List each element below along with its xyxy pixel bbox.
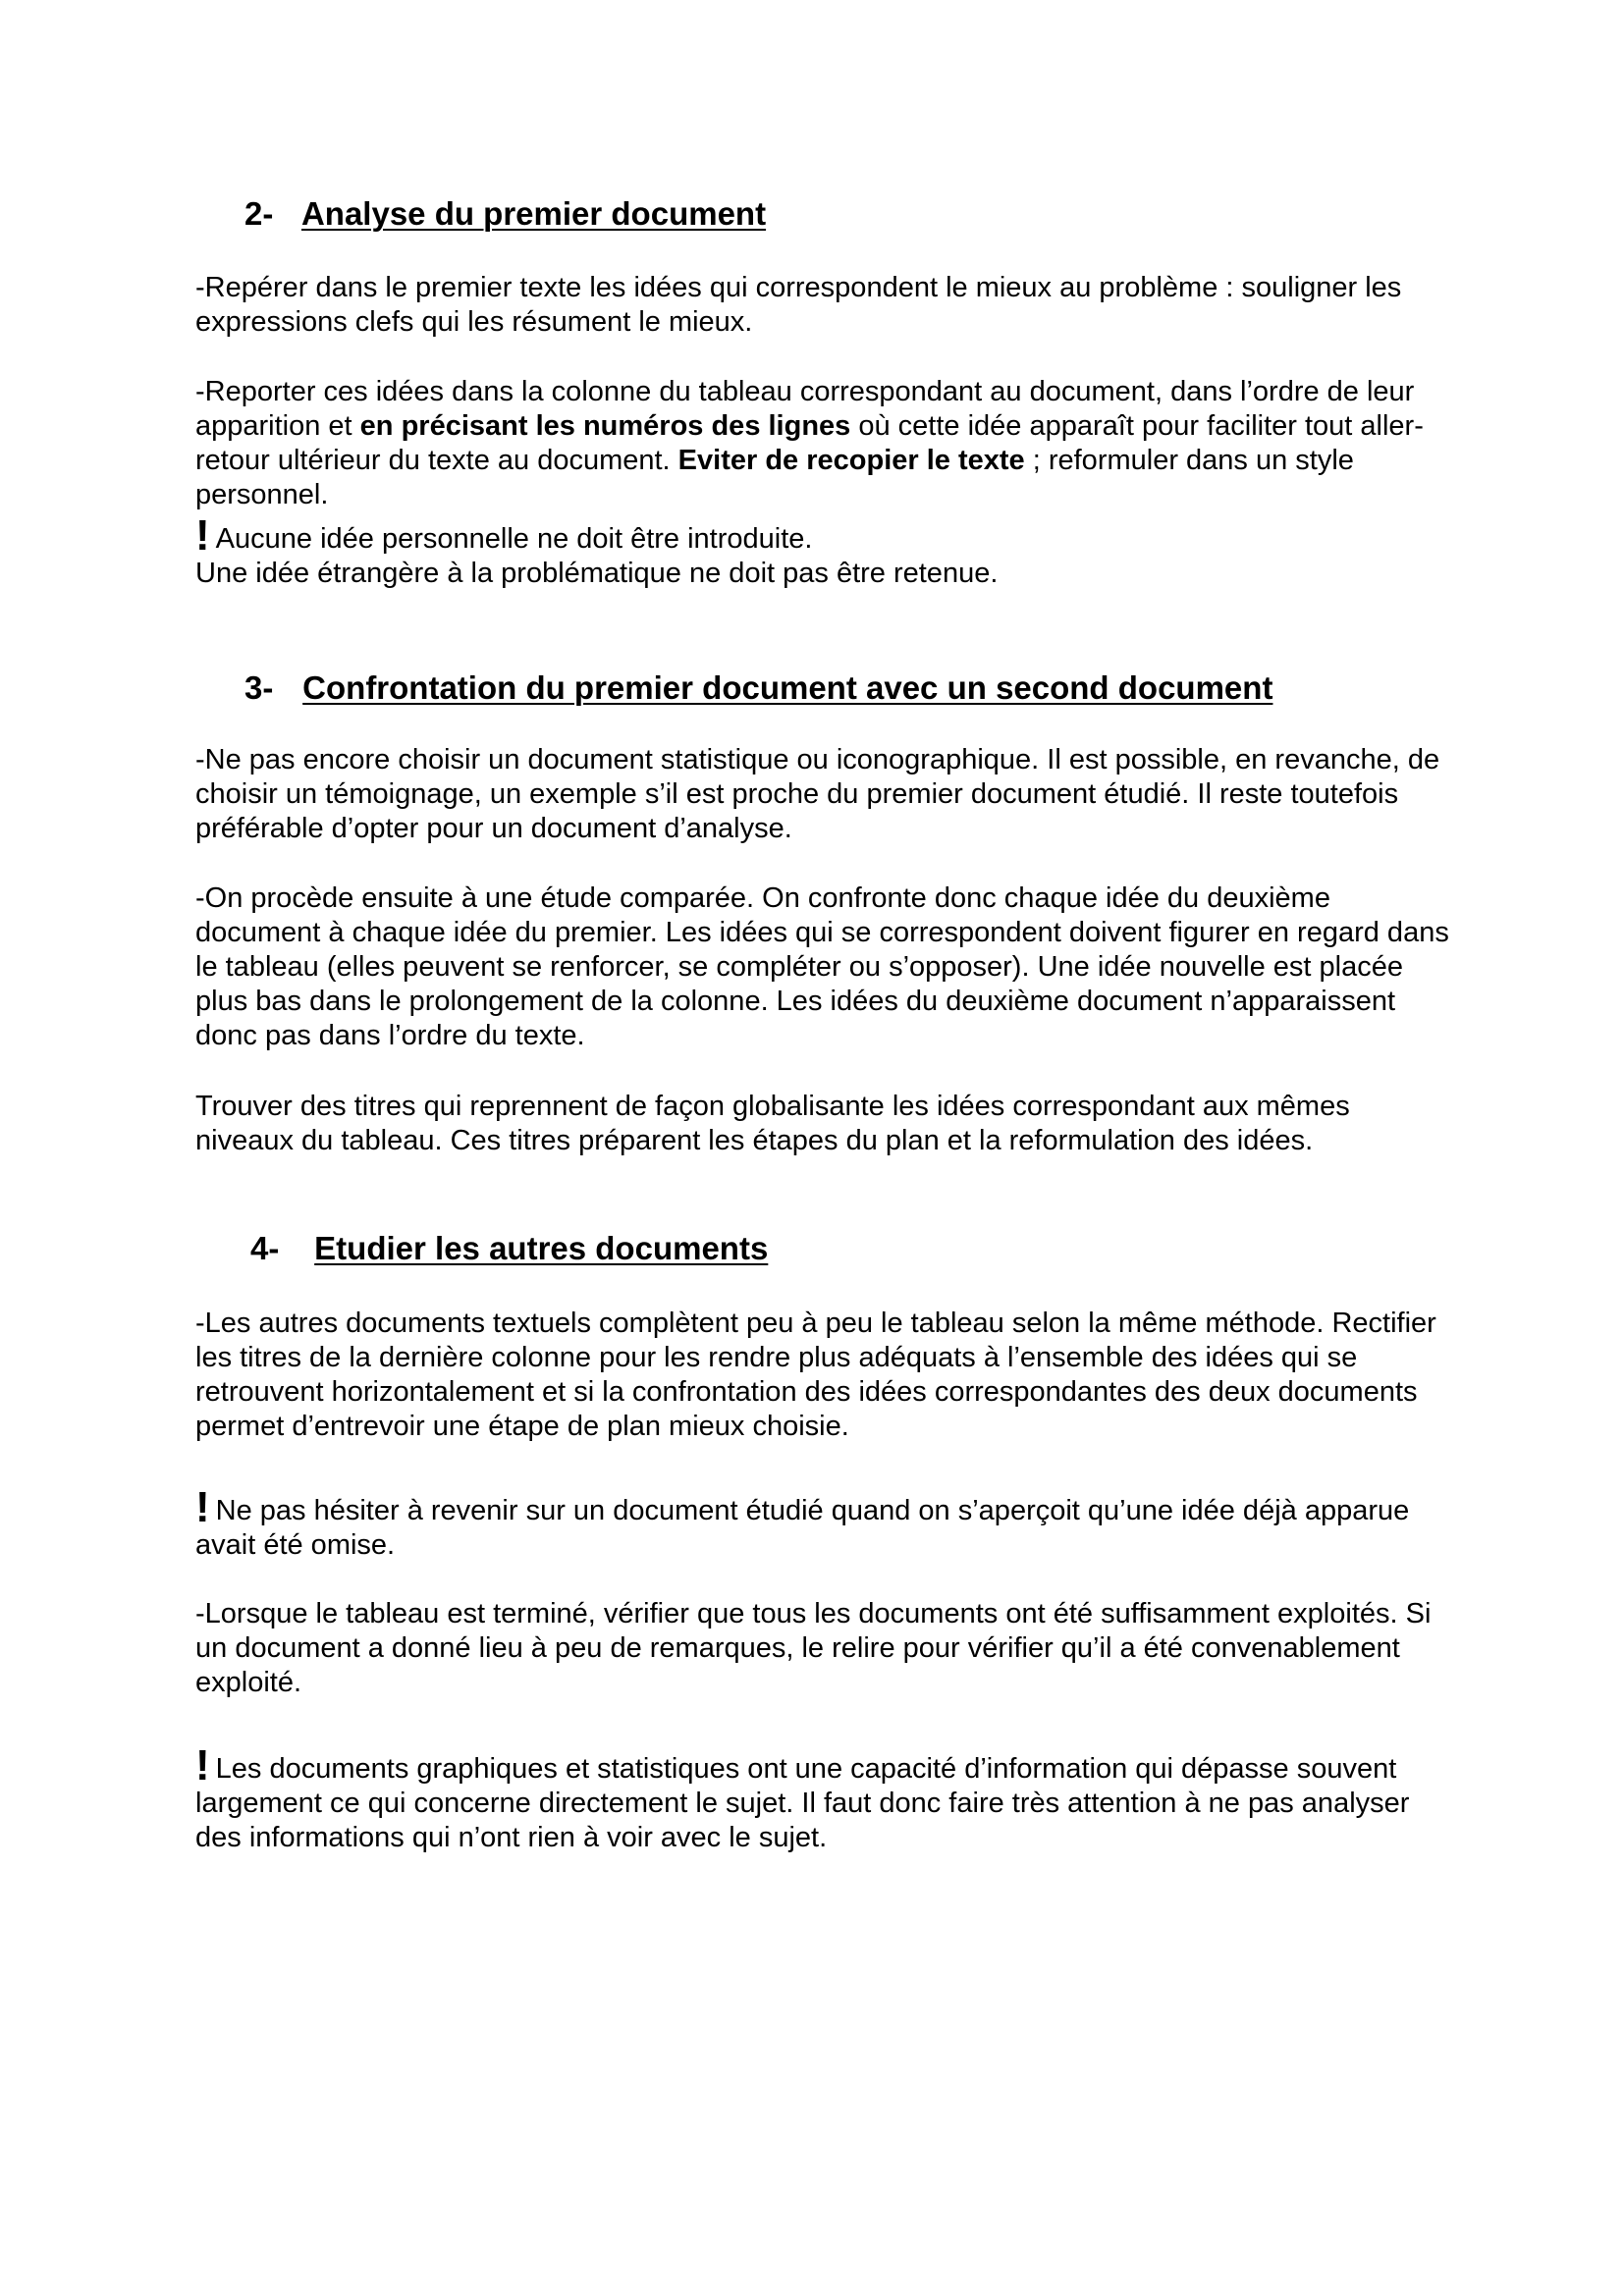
warning-mark: ! <box>195 1741 210 1789</box>
warning-mark: ! <box>195 511 210 560</box>
section-4-heading <box>250 1229 768 1268</box>
section-3-paragraph-3: Trouver des titres qui reprennent de façon globalisante les idées correspondant aux mêmes niveaux du tableau. Ces titres préparent les étapes du plan et la reformulation des idées. <box>195 1091 1350 1156</box>
section-4-warning-2-text: Les documents graphiques et statistiques ont une capacité d’information qui dépasse souvent largement ce qui concerne directement le sujet. Il faut donc faire très attention à ne pas analyser des informations qui n’ont rien à voir avec le sujet. <box>195 1753 1410 1853</box>
section-4-number: 4- <box>250 1230 280 1266</box>
section-4-warning-1 <box>195 1483 1452 1563</box>
section-2-number: 2- <box>244 195 274 232</box>
section-3-paragraph-1: -Ne pas encore choisir un document statistique ou iconographique. Il est possible, en revanche, de choisir un témoignage, un exemple s’il est proche du premier document étudié. Il reste toutefois préférable d’opter pour un document d’analyse. <box>195 744 1440 844</box>
section-2-paragraph-2-text-c: où cette idée apparaît pour faciliter tout aller-retour ultérieur du texte au document. <box>195 410 1424 476</box>
section-2-emphasis-line-numbers: en précisant les numéros des lignes <box>359 410 851 442</box>
section-4-warning-1-text: Ne pas hésiter à revenir sur un document étudié quand on s’aperçoit qu’une idée déjà apparue avait été omise. <box>195 1495 1410 1561</box>
section-4-paragraph-1: -Les autres documents textuels complètent peu à peu le tableau selon la même méthode. Rectifier les titres de la dernière colonne pour les rendre plus adéquats à l’ensemble des idées qui se retrouvent horizontalement et si la confrontation des idées correspondantes des deux documents permet d’entrevoir une étape de plan mieux choisie. <box>195 1308 1436 1442</box>
section-2-emphasis-no-copy: Eviter de recopier le texte <box>677 445 1025 476</box>
section-2-title: Analyse du premier document <box>300 195 767 232</box>
section-2-warning <box>195 511 1452 591</box>
section-4-title: Etudier les autres documents <box>314 1230 769 1266</box>
section-3-title: Confrontation du premier document avec un second document <box>302 669 1273 706</box>
section-2-warning-line-2: Une idée étrangère à la problématique ne doit pas être retenue. <box>195 558 999 589</box>
section-4-warning-2 <box>195 1741 1452 1855</box>
section-3-number: 3- <box>244 669 274 706</box>
section-3-heading <box>244 668 1272 708</box>
section-2-warning-line-1: Aucune idée personnelle ne doit être introduite. <box>215 523 813 555</box>
section-2-heading <box>244 194 766 234</box>
warning-mark: ! <box>195 1483 210 1531</box>
section-2-paragraph-2-text-a: -Reporter ces idées dans la colonne du tableau correspondant au document, dans l’ordre de leur apparition et <box>195 376 1415 442</box>
section-2-paragraph-2 <box>195 375 1452 512</box>
section-2-paragraph-1: -Repérer dans le premier texte les idées qui correspondent le mieux au problème : souligner les expressions clefs qui les résument le mieux. <box>195 272 1402 338</box>
section-3-paragraph-2: -On procède ensuite à une étude comparée. On confronte donc chaque idée du deuxième document à chaque idée du premier. Les idées qui se correspondent doivent figurer en regard dans le tableau (elles peuvent se renforcer, se compléter ou s’opposer). Une idée nouvelle est placée plus bas dans le prolongement de la colonne. Les idées du deuxième document n’apparaissent donc pas dans l’ordre du texte. <box>195 882 1449 1051</box>
section-2-paragraph-2-text-e: ; reformuler dans un style personnel. <box>195 445 1354 510</box>
section-4-paragraph-2: -Lorsque le tableau est terminé, vérifier que tous les documents ont été suffisamment exploités. Si un document a donné lieu à peu de remarques, le relire pour vérifier qu’il a été convenablement exploité. <box>195 1598 1432 1698</box>
